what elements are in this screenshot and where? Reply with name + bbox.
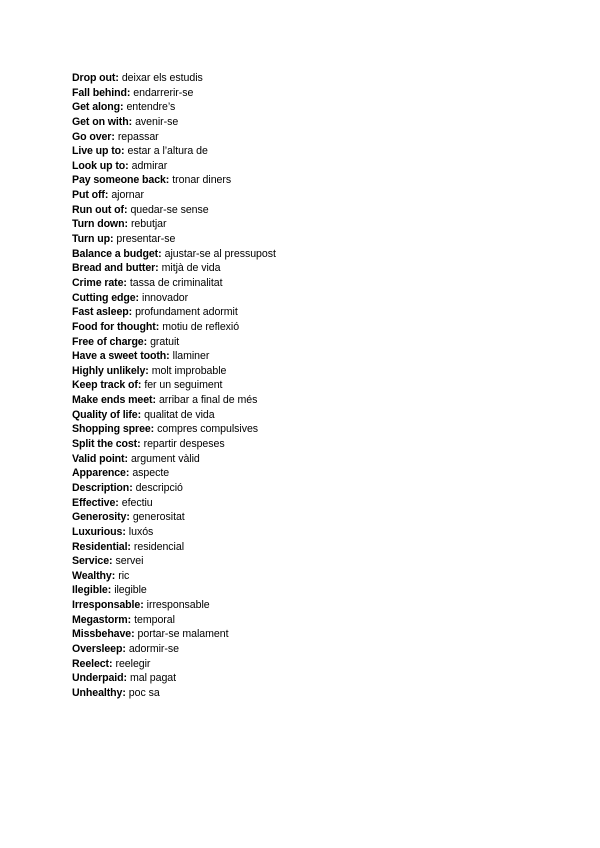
vocabulary-entry [72, 349, 572, 364]
vocabulary-translation: servei [115, 555, 144, 568]
term-separator: : [109, 657, 113, 670]
vocabulary-term: Turn down [72, 218, 125, 231]
vocabulary-term: Ilegible [72, 584, 108, 597]
term-separator: : [137, 408, 142, 421]
vocabulary-term: Missbehave [72, 628, 132, 641]
vocabulary-translation: fer un seguiment [144, 379, 223, 392]
vocabulary-term: Fast asleep [72, 306, 129, 319]
vocabulary-entry [72, 437, 572, 452]
term-separator: : [122, 642, 126, 655]
vocabulary-entry [72, 130, 572, 145]
term-separator: : [125, 159, 129, 172]
vocabulary-translation: repassar [117, 130, 159, 143]
vocabulary-translation: residencial [133, 540, 184, 553]
vocabulary-entry [72, 378, 572, 393]
term-separator: : [122, 686, 126, 699]
vocabulary-translation: efectiu [121, 496, 153, 509]
term-separator: : [165, 174, 170, 187]
term-separator: : [127, 613, 132, 626]
vocabulary-term: Go over [72, 130, 112, 143]
vocabulary-entry [72, 393, 572, 408]
term-separator: : [126, 511, 130, 524]
vocabulary-translation: ajustar-se al pressupost [164, 247, 276, 260]
vocabulary-translation: irresponsable [146, 599, 210, 612]
vocabulary-translation: ric [118, 569, 130, 582]
term-separator: : [124, 218, 128, 231]
vocabulary-translation: innovador [142, 291, 189, 304]
vocabulary-translation: motiu de reflexió [162, 320, 240, 333]
vocabulary-entry [72, 525, 572, 540]
vocabulary-term: Quality of life [72, 408, 138, 421]
vocabulary-entry [72, 364, 572, 379]
term-separator: : [123, 203, 128, 216]
vocabulary-entry [72, 86, 572, 101]
term-separator: : [123, 276, 127, 289]
term-separator: : [155, 262, 159, 275]
vocabulary-term: Highly unlikely [72, 364, 146, 377]
term-separator: : [121, 145, 125, 158]
vocabulary-entry [72, 408, 572, 423]
term-separator: : [166, 350, 170, 363]
term-separator: : [127, 540, 131, 553]
vocabulary-entry [72, 232, 572, 247]
vocabulary-entry [72, 261, 572, 276]
vocabulary-term: Put off [72, 189, 105, 202]
vocabulary-entry [72, 481, 572, 496]
vocabulary-translation: temporal [134, 613, 175, 626]
vocabulary-translation: qualitat de vida [144, 408, 215, 421]
term-separator: : [137, 438, 141, 451]
vocabulary-entry [72, 422, 572, 437]
vocabulary-translation: estar a l’altura de [127, 145, 208, 158]
vocabulary-entry [72, 496, 572, 511]
vocabulary-translation: llaminer [172, 350, 210, 363]
term-separator: : [158, 247, 162, 260]
vocabulary-term: Turn up [72, 233, 110, 246]
vocabulary-term: Underpaid [72, 672, 124, 685]
term-separator: : [124, 452, 128, 465]
term-separator: : [109, 555, 113, 568]
term-separator: : [107, 584, 112, 597]
vocabulary-entry [72, 276, 572, 291]
term-separator: : [104, 189, 109, 202]
vocabulary-term: Split the cost [72, 438, 138, 451]
vocabulary-entry [72, 247, 572, 262]
term-separator: : [109, 233, 114, 246]
term-separator: : [135, 291, 140, 304]
vocabulary-term: Have a sweet tooth [72, 350, 167, 363]
vocabulary-term: Apparence [72, 467, 126, 480]
vocabulary-term: Get on with [72, 115, 129, 128]
vocabulary-translation: molt improbable [151, 364, 227, 377]
vocabulary-term: Reelect [72, 657, 109, 670]
vocabulary-translation: rebutjar [130, 218, 167, 231]
term-separator: : [115, 496, 119, 509]
vocabulary-term: Luxurious [72, 525, 123, 538]
term-separator: : [155, 320, 160, 333]
vocabulary-entry [72, 203, 572, 218]
vocabulary-entry [72, 554, 572, 569]
vocabulary-translation: mitjà de vida [161, 262, 221, 275]
vocabulary-translation: tronar diners [172, 174, 232, 187]
vocabulary-term: Fall behind [72, 86, 127, 99]
vocabulary-translation: arribar a final de més [158, 394, 258, 407]
vocabulary-term: Megastorm [72, 613, 128, 626]
vocabulary-entry [72, 115, 572, 130]
vocabulary-translation: luxós [128, 525, 154, 538]
term-separator: : [143, 335, 148, 348]
vocabulary-term: Drop out [72, 72, 116, 84]
term-separator: : [131, 628, 135, 641]
vocabulary-entry [72, 452, 572, 467]
term-separator: : [115, 72, 119, 84]
term-separator: : [126, 86, 131, 99]
vocabulary-entry [72, 217, 572, 232]
vocabulary-translation: argument vàlid [130, 452, 200, 465]
vocabulary-entry [72, 291, 572, 306]
vocabulary-translation: profundament adormit [135, 306, 238, 319]
term-separator: : [122, 525, 126, 538]
vocabulary-translation: admirar [131, 159, 168, 172]
term-separator: : [137, 379, 142, 392]
vocabulary-entry [72, 613, 572, 628]
vocabulary-entry [72, 569, 572, 584]
vocabulary-translation: entendre’s [126, 101, 176, 114]
vocabulary-term: Oversleep [72, 642, 123, 655]
vocabulary-term: Free of charge [72, 335, 144, 348]
vocabulary-translation: portar-se malament [137, 628, 229, 641]
vocabulary-term: Valid point [72, 452, 125, 465]
vocabulary-list [72, 71, 572, 701]
vocabulary-entry [72, 159, 572, 174]
term-separator: : [111, 569, 116, 582]
term-separator: : [140, 599, 144, 612]
vocabulary-term: Crime rate [72, 276, 124, 289]
vocabulary-entry [72, 583, 572, 598]
vocabulary-term: Cutting edge [72, 291, 136, 304]
vocabulary-entry [72, 71, 572, 86]
vocabulary-translation: descripció [135, 481, 183, 494]
vocabulary-term: Get along [72, 101, 120, 114]
vocabulary-term: Make ends meet [72, 394, 153, 407]
vocabulary-translation: ajornar [111, 189, 144, 202]
vocabulary-translation: quedar-se sense [130, 203, 209, 216]
term-separator: : [125, 467, 130, 480]
vocabulary-entry [72, 305, 572, 320]
vocabulary-entry [72, 540, 572, 555]
vocabulary-term: Look up to [72, 159, 126, 172]
vocabulary-translation: poc sa [128, 686, 160, 699]
vocabulary-translation: repartir despeses [143, 438, 225, 451]
vocabulary-entry [72, 335, 572, 350]
vocabulary-term: Pay someone back [72, 174, 166, 187]
vocabulary-term: Shopping spree [72, 423, 151, 436]
term-separator: : [128, 115, 133, 128]
vocabulary-entry [72, 642, 572, 657]
term-separator: : [119, 101, 124, 114]
vocabulary-term: Effective [72, 496, 116, 509]
vocabulary-translation: aspecte [132, 467, 170, 480]
vocabulary-translation: tassa de criminalitat [129, 276, 223, 289]
vocabulary-translation: reelegir [115, 657, 151, 670]
vocabulary-translation: avenir-se [135, 115, 179, 128]
vocabulary-term: Irresponsable [72, 599, 141, 612]
vocabulary-entry [72, 144, 572, 159]
vocabulary-term: Live up to [72, 145, 122, 158]
vocabulary-entry [72, 510, 572, 525]
vocabulary-translation: gratuit [150, 335, 180, 348]
vocabulary-entry [72, 627, 572, 642]
vocabulary-entry [72, 657, 572, 672]
vocabulary-term: Balance a budget [72, 247, 159, 260]
vocabulary-translation: deixar els estudis [121, 72, 203, 84]
term-separator: : [150, 423, 155, 436]
term-separator: : [129, 481, 133, 494]
vocabulary-translation: presentar-se [116, 233, 176, 246]
vocabulary-entry [72, 188, 572, 203]
vocabulary-term: Unhealthy [72, 686, 123, 699]
vocabulary-term: Description [72, 481, 130, 494]
vocabulary-term: Bread and butter [72, 262, 156, 275]
vocabulary-translation: ilegible [114, 584, 147, 597]
vocabulary-term: Food for thought [72, 320, 156, 333]
term-separator: : [111, 130, 115, 143]
vocabulary-term: Wealthy [72, 569, 112, 582]
term-separator: : [128, 306, 133, 319]
vocabulary-translation: compres compulsives [157, 423, 259, 436]
vocabulary-translation: mal pagat [129, 672, 177, 685]
vocabulary-entry [72, 466, 572, 481]
vocabulary-term: Residential [72, 540, 128, 553]
vocabulary-term: Run out of [72, 203, 124, 216]
term-separator: : [123, 672, 128, 685]
vocabulary-term: Service [72, 555, 109, 568]
vocabulary-translation: endarrerir-se [133, 86, 194, 99]
vocabulary-entry [72, 173, 572, 188]
vocabulary-entry [72, 671, 572, 686]
vocabulary-translation: generositat [132, 511, 185, 524]
vocabulary-entry [72, 598, 572, 613]
vocabulary-entry [72, 320, 572, 335]
vocabulary-translation: adormir-se [128, 642, 179, 655]
vocabulary-term: Generosity [72, 511, 127, 524]
term-separator: : [145, 364, 149, 377]
term-separator: : [152, 394, 156, 407]
vocabulary-term: Keep track of [72, 379, 138, 392]
vocabulary-entry [72, 100, 572, 115]
vocabulary-entry [72, 686, 572, 701]
